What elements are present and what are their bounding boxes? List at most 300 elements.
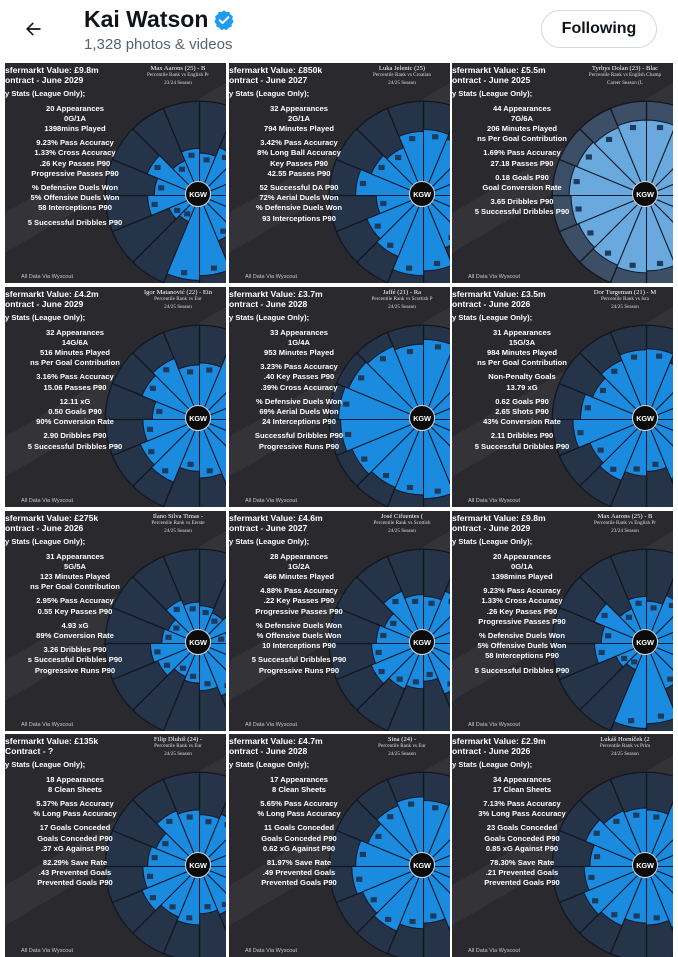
stat-line: 28 Appearances <box>270 551 328 561</box>
stat-line: y Stats (League Only); <box>5 313 86 323</box>
stat-line: % Defensive Duels Won <box>256 396 342 406</box>
player-name-line: Filip Dluhiš (24) - <box>153 736 203 743</box>
stat-line: sfermarkt Value: £3.5m <box>452 289 546 299</box>
radar-value-label <box>407 349 413 354</box>
kgw-logo: KGW <box>632 181 658 207</box>
stat-line: ontract - June 2027 <box>229 523 308 534</box>
radar-value-label <box>626 615 632 620</box>
radar-value-label <box>635 601 641 606</box>
radar-value-label <box>633 813 639 818</box>
player-stats-text <box>5 65 145 228</box>
radar-value-label <box>165 635 171 640</box>
stat-line: sfermarkt Value: £4.2m <box>5 289 99 299</box>
stat-line: 23 Goals Conceded <box>486 823 558 833</box>
stat-line: y Stats (League Only); <box>229 537 310 547</box>
stat-line: ontract - June 2028 <box>229 299 308 310</box>
radar-value-label <box>187 369 193 374</box>
stat-line: ontract - June 2026 <box>452 299 531 310</box>
stat-line: 12.11 xG <box>59 396 91 406</box>
player-stats-text <box>452 736 592 889</box>
stat-line: 5G/5A <box>64 561 86 571</box>
player-name-line: Lukáš Horníček (2 <box>600 736 650 743</box>
player-stats-text <box>229 289 369 452</box>
stat-line: 43% Conversion Rate <box>483 417 561 427</box>
radar-value-label <box>174 208 180 213</box>
radar-value-label <box>158 185 164 190</box>
radar-value-label <box>601 613 607 618</box>
stat-line: Goals Conceded P90 <box>261 833 337 843</box>
kgw-logo: KGW <box>185 181 211 207</box>
kgw-logo: KGW <box>185 852 211 878</box>
player-stats-text <box>5 736 145 889</box>
stat-line: y Stats (League Only); <box>5 89 86 99</box>
stat-line: 7G/6A <box>511 113 533 123</box>
stat-line: Progressive Runs P90 <box>34 665 116 675</box>
stat-line: y Stats (League Only); <box>452 89 533 99</box>
percentile-subtitle: Percentile Rank vs Scottish P <box>371 296 433 303</box>
stat-line: 34 Appearances <box>493 774 551 784</box>
radar-value-label <box>383 473 389 478</box>
percentile-subtitle: Percentile Rank vs Scottish <box>373 520 431 527</box>
radar-value-label <box>147 874 153 879</box>
player-name-line: Jaffé (21) - Ra <box>382 289 422 296</box>
stat-line: 11 Goals Conceded <box>263 823 335 833</box>
media-tile[interactable] <box>452 511 673 731</box>
stat-line: % Defensive Duels Won <box>479 631 565 641</box>
stat-line: 42.55 Passes P90 <box>267 168 331 178</box>
radar-value-label <box>150 386 156 391</box>
season-label: 24/25 Season <box>611 303 639 310</box>
stat-line: Prevented Goals P90 <box>484 878 560 888</box>
stat-line: 7.13% Pass Accuracy <box>483 799 561 809</box>
stat-line: 58 Interceptions P90 <box>38 203 112 213</box>
radar-value-label <box>395 155 401 160</box>
stat-line: 31 Appearances <box>46 551 104 561</box>
percentile-subtitle: Percentile Rank vs Eur <box>378 743 426 750</box>
stat-line: ontract - June 2029 <box>452 523 531 534</box>
stat-line: sfermarkt Value: £275k <box>5 513 99 523</box>
radar-value-label <box>218 637 224 642</box>
player-name-line: Max Aarons (25) - B <box>597 513 653 520</box>
stat-line: ns Per Goal Contribution <box>477 358 567 368</box>
radar-value-label <box>152 202 158 207</box>
stat-line: ontract - June 2029 <box>5 299 84 310</box>
percentile-subtitle: Percentile Rank vs English Pr <box>147 72 209 79</box>
radar-value-label <box>169 904 175 909</box>
kgw-logo: KGW <box>409 405 435 431</box>
player-name <box>356 289 448 311</box>
player-stats-text <box>452 289 592 452</box>
season-label: 24/25 Season <box>388 750 416 757</box>
stat-line: 1G/4A <box>288 337 310 347</box>
radar-value-label <box>164 663 170 668</box>
stat-line: Goals Conceded P90 <box>484 833 560 843</box>
season-label: 24/25 Season <box>388 527 416 534</box>
stat-line: 3.65 Dribbles P90 <box>490 197 554 207</box>
stat-line: Progressive Passes P90 <box>255 606 343 616</box>
profile-header <box>0 0 678 60</box>
stat-line: 3% Long Pass Accuracy <box>478 809 566 819</box>
radar-value-label <box>211 266 217 271</box>
radar-value-label <box>407 485 413 490</box>
radar-value-label <box>387 243 393 248</box>
radar-value-label <box>361 456 367 461</box>
stat-line: 8 Clean Sheets <box>271 784 327 794</box>
player-name <box>356 513 448 535</box>
stat-line: Goals Conceded P90 <box>37 833 113 843</box>
following-button[interactable]: Following <box>541 10 657 48</box>
radar-value-label <box>392 599 398 604</box>
player-name <box>356 65 448 87</box>
stat-line: .40 Key Passes P90 <box>263 372 335 382</box>
stat-line: 93 Interceptions P90 <box>262 213 336 223</box>
stat-line: ontract - June 2026 <box>452 746 531 757</box>
radar-value-label <box>188 462 194 467</box>
stat-line: sfermarkt Value: £2.9m <box>452 736 546 746</box>
stat-line: 2.90 Dribbles P90 <box>43 431 107 441</box>
radar-value-label <box>180 666 186 671</box>
radar-value-label <box>188 153 194 158</box>
player-stats-text <box>5 289 145 452</box>
radar-value-label <box>224 822 226 827</box>
stat-line: 0.55 Key Passes P90 <box>37 606 113 616</box>
stat-line: y Stats (League Only); <box>5 760 86 770</box>
player-stats-text <box>229 513 369 676</box>
stat-line: y Stats (League Only); <box>229 313 310 323</box>
stat-line: 2G/1A <box>288 113 310 123</box>
stat-line: 5.65% Pass Accuracy <box>260 799 338 809</box>
data-source-caption: All Data Via Wyscout <box>245 948 298 954</box>
radar-value-label <box>152 855 158 860</box>
stat-line: sfermarkt Value: £9.8m <box>5 65 99 75</box>
radar-value-label <box>173 625 179 630</box>
radar-value-label <box>408 802 414 807</box>
radar-value-label <box>651 605 657 610</box>
player-name-line: Tyrhys Dolan (23) - Blac <box>591 65 659 72</box>
stat-line: 953 Minutes Played <box>263 348 335 358</box>
radar-value-label <box>605 251 611 256</box>
stat-line: sfermarkt Value: £5.5m <box>452 65 546 75</box>
stat-line: 466 Minutes Played <box>263 572 335 582</box>
radar-value-label <box>190 606 196 611</box>
stat-line: 33 Appearances <box>270 327 328 337</box>
player-name <box>579 513 671 535</box>
stat-line: 3.23% Pass Accuracy <box>260 362 338 372</box>
radar-value-label <box>656 354 662 359</box>
stat-line: 3.16% Pass Accuracy <box>36 372 114 382</box>
stat-line: 8% Long Ball Accuracy <box>257 148 341 158</box>
radar-value-label <box>630 125 636 130</box>
stat-line: sfermarkt Value: £3.7m <box>229 289 323 299</box>
season-label: 24/25 Season <box>164 527 192 534</box>
data-source-caption: All Data Via Wyscout <box>245 498 298 504</box>
stat-line: 0.62 xG Against P90 <box>262 843 336 853</box>
stat-line: 31 Appearances <box>493 327 551 337</box>
stat-line: 32 Appearances <box>270 103 328 113</box>
stat-line: Progressive Passes P90 <box>478 616 566 626</box>
stat-line: 69% Aerial Duels Won <box>259 407 339 417</box>
stat-line: sfermarkt Value: £135k <box>5 736 99 746</box>
radar-value-label <box>224 683 226 688</box>
stat-line: y Stats (League Only); <box>452 313 533 323</box>
stat-line: 5 Successful Dribbles P90 <box>251 655 347 665</box>
stat-line: 90% Conversion Rate <box>36 417 114 427</box>
radar-value-label <box>205 819 211 824</box>
radar-value-label <box>179 167 185 172</box>
radar-value-label <box>413 679 419 684</box>
stat-line: .37 xG Against P90 <box>40 843 110 853</box>
stat-line: 81.97% Save Rate <box>266 858 332 868</box>
data-source-caption: All Data Via Wyscout <box>468 722 521 728</box>
radar-value-label <box>600 388 606 393</box>
media-tile[interactable] <box>229 511 450 731</box>
radar-value-label <box>156 409 162 414</box>
stat-line: Prevented Goals P90 <box>261 878 337 888</box>
stat-line: .26 Key Passes P90 <box>486 606 558 616</box>
stat-line: Contract - ? <box>5 746 54 757</box>
player-stats-text <box>229 736 369 889</box>
percentile-subtitle: Percentile Rank vs Croatian <box>372 72 432 79</box>
percentile-subtitle: Percentile Rank vs Eur <box>154 296 202 303</box>
stat-line: y Stats (League Only); <box>229 760 310 770</box>
player-name-line: Ilano Silva Timas - <box>152 513 204 520</box>
season-label: 23/24 Season <box>611 527 639 534</box>
radar-value-label <box>427 672 433 677</box>
stat-line: 984 Minutes Played <box>486 348 558 358</box>
radar-value-label <box>611 369 617 374</box>
stat-line: 5.37% Pass Accuracy <box>36 799 114 809</box>
kgw-logo: KGW <box>632 629 658 655</box>
stat-line: ontract - June 2027 <box>229 75 308 86</box>
player-name-line: Dor Turgeman (21) - M <box>593 289 657 296</box>
profile-name <box>84 6 235 33</box>
stat-line: ns Per Goal Contribution <box>477 134 567 144</box>
percentile-subtitle: Percentile Rank vs English Champ <box>588 72 662 79</box>
player-stats-text <box>452 513 592 676</box>
radar-value-label <box>654 915 660 920</box>
stat-line: y Stats (League Only); <box>452 537 533 547</box>
radar-value-label <box>621 656 627 661</box>
stat-line: Key Passes P90 <box>270 158 328 168</box>
radar-value-label <box>594 854 600 859</box>
stat-line: 18 Appearances <box>46 774 104 784</box>
radar-value-label <box>378 165 384 170</box>
kgw-logo: KGW <box>185 629 211 655</box>
radar-value-label <box>657 125 663 130</box>
player-name <box>132 513 224 535</box>
radar-value-label <box>605 633 611 638</box>
radar-value-label <box>380 201 386 206</box>
stat-line: 58 Interceptions P90 <box>485 651 559 661</box>
player-name <box>579 736 671 758</box>
kgw-logo: KGW <box>409 181 435 207</box>
radar-value-label <box>406 266 412 271</box>
stat-line: sfermarkt Value: £9.8m <box>452 513 546 523</box>
percentile-subtitle: Percentile Rank vs English Pr <box>594 520 656 527</box>
kgw-logo: KGW <box>632 405 658 431</box>
stat-line: 82.29% Save Rate <box>42 858 108 868</box>
stat-line: 0.85 xG Against P90 <box>485 843 559 853</box>
stat-line: 5 Successful Dribbles P90 <box>474 441 570 451</box>
radar-value-label <box>397 677 403 682</box>
radar-value-label <box>667 677 673 682</box>
radar-value-label <box>380 633 386 638</box>
radar-value-label <box>148 449 154 454</box>
stat-line: 5 Successful Dribbles P90 <box>27 441 123 451</box>
data-source-caption: All Data Via Wyscout <box>468 948 521 954</box>
radar-value-label <box>606 137 612 142</box>
stat-line: 0.50 Goals P90 <box>48 407 102 417</box>
verified-badge-icon <box>213 9 235 31</box>
radar-value-label <box>435 489 441 494</box>
radar-value-label <box>207 468 213 473</box>
media-tile[interactable] <box>5 734 226 957</box>
player-name-line: Sina (24) - <box>387 736 417 743</box>
player-name-line: Igor Matanović (22) - Ein <box>143 289 213 296</box>
media-tile[interactable] <box>229 287 450 507</box>
radar-value-label <box>163 367 169 372</box>
data-source-caption: All Data Via Wyscout <box>245 274 298 280</box>
radar-value-label <box>409 136 415 141</box>
media-tile[interactable] <box>5 63 226 283</box>
stat-line: 4.93 xG <box>61 620 89 630</box>
stat-line: 32 Appearances <box>46 327 104 337</box>
stat-line: 27.18 Passes P90 <box>490 158 554 168</box>
data-source-caption: All Data Via Wyscout <box>468 498 521 504</box>
stat-line: ontract - June 2028 <box>229 746 308 757</box>
media-tile[interactable] <box>5 287 226 507</box>
radar-value-label <box>412 599 418 604</box>
stat-line: .26 Key Passes P90 <box>39 158 111 168</box>
kgw-logo: KGW <box>409 852 435 878</box>
stat-line: 14G/6A <box>61 337 89 347</box>
stat-line: sfermarkt Value: £850k <box>229 65 323 75</box>
media-tile[interactable] <box>452 63 673 283</box>
radar-value-label <box>652 462 658 467</box>
stat-line: .39% Cross Accuracy <box>260 382 338 392</box>
player-stats-text <box>452 65 592 218</box>
data-source-caption: All Data Via Wyscout <box>21 498 74 504</box>
radar-value-label <box>206 367 212 372</box>
radar-value-label <box>390 621 396 626</box>
stat-line: 1398mins Played <box>44 124 106 134</box>
player-name-line: José Cifuentes ( <box>380 513 424 520</box>
season-label: 23/24 Season <box>164 79 192 86</box>
stat-line: y Stats (League Only); <box>452 760 533 770</box>
stat-line: 0G/1A <box>511 561 533 571</box>
radar-value-label <box>204 904 210 909</box>
stat-line: 17 Goals Conceded <box>39 823 111 833</box>
stat-line: ontract - June 2029 <box>5 75 84 86</box>
radar-value-label <box>669 603 673 608</box>
radar-value-label <box>222 902 226 907</box>
radar-value-label <box>428 601 434 606</box>
radar-value-label <box>147 427 153 432</box>
radar-value-label <box>409 919 415 924</box>
radar-value-label <box>628 718 634 723</box>
radar-value-label <box>592 898 598 903</box>
percentile-subtitle: Percentile Rank vs Isra <box>601 296 649 303</box>
stat-line: % Long Pass Accuracy <box>33 809 117 819</box>
stat-line: 1.69% Pass Accuracy <box>483 148 561 158</box>
radar-value-label <box>166 819 172 824</box>
stat-line: ns Per Goal Contribution <box>30 582 120 592</box>
media-tile[interactable] <box>229 63 450 283</box>
media-tile[interactable] <box>452 734 673 957</box>
radar-value-label <box>162 841 168 846</box>
stat-line: % Defensive Duels Won <box>256 203 342 213</box>
season-label: 24/25 Season <box>388 79 416 86</box>
media-count: 1,328 photos & videos <box>84 36 233 53</box>
stat-line: 89% Conversion Rate <box>36 631 114 641</box>
data-source-caption: All Data Via Wyscout <box>21 274 74 280</box>
profile-name-text: Kai Watson <box>84 6 209 32</box>
stat-line: y Stats (League Only); <box>5 537 86 547</box>
radar-value-label <box>631 659 637 664</box>
stat-line: 2.11 Dribbles P90 <box>490 431 554 441</box>
radar-value-label <box>432 805 438 810</box>
stat-line: 9.23% Pass Accuracy <box>36 138 114 148</box>
media-tile[interactable] <box>5 511 226 731</box>
stat-line: 794 Minutes Played <box>263 124 335 134</box>
stat-line: % Offensive Duels Won <box>256 631 342 641</box>
stat-line: % Long Pass Accuracy <box>257 809 341 819</box>
percentile-subtitle: Percentile Rank vs Eerste <box>151 520 205 527</box>
radar-value-label <box>631 355 637 360</box>
stat-line: 4.88% Pass Accuracy <box>260 586 338 596</box>
radar-value-label <box>634 913 640 918</box>
stat-line: 9.23% Pass Accuracy <box>483 586 561 596</box>
radar-value-label <box>657 261 663 266</box>
radar-value-label <box>599 650 605 655</box>
kgw-logo: KGW <box>185 405 211 431</box>
radar-value-label <box>653 814 659 819</box>
radar-value-label <box>154 165 160 170</box>
radar-value-label <box>150 895 156 900</box>
stat-line: .21 Prevented Goals <box>485 868 559 878</box>
stat-line: 1G/2A <box>288 561 310 571</box>
radar-value-label <box>434 261 440 266</box>
radar-value-label <box>204 157 210 162</box>
stat-line: 3.42% Pass Accuracy <box>260 138 338 148</box>
stat-line: Progressive Passes P90 <box>31 168 119 178</box>
stat-line: 0.62 Goals P90 <box>495 396 549 406</box>
stat-line: 15G/3A <box>508 337 536 347</box>
radar-value-label <box>448 235 450 240</box>
stat-line: 516 Minutes Played <box>39 348 111 358</box>
radar-value-label <box>611 912 617 917</box>
stat-line: 8 Clean Sheets <box>47 784 103 794</box>
media-tile[interactable] <box>229 734 450 957</box>
radar-value-label <box>380 356 386 361</box>
radar-value-label <box>378 669 384 674</box>
media-tile[interactable] <box>452 287 673 507</box>
radar-value-label <box>630 263 636 268</box>
radar-value-label <box>186 915 192 920</box>
stat-line: 17 Clean Sheets <box>492 784 552 794</box>
radar-value-label <box>371 897 377 902</box>
player-name-line: Luka Jelenic (25) <box>378 65 426 72</box>
radar-value-label <box>184 211 190 216</box>
stat-line: 5 Successful Dribbles P90 <box>474 665 570 675</box>
stat-line: s Successful Dribbles P90 <box>27 655 123 665</box>
radar-value-label <box>432 134 438 139</box>
player-name <box>579 65 671 87</box>
back-button[interactable] <box>16 12 50 46</box>
stat-line: .49 Prevented Goals <box>262 868 336 878</box>
player-name <box>356 736 448 758</box>
stat-line: 20 Appearances <box>493 551 551 561</box>
